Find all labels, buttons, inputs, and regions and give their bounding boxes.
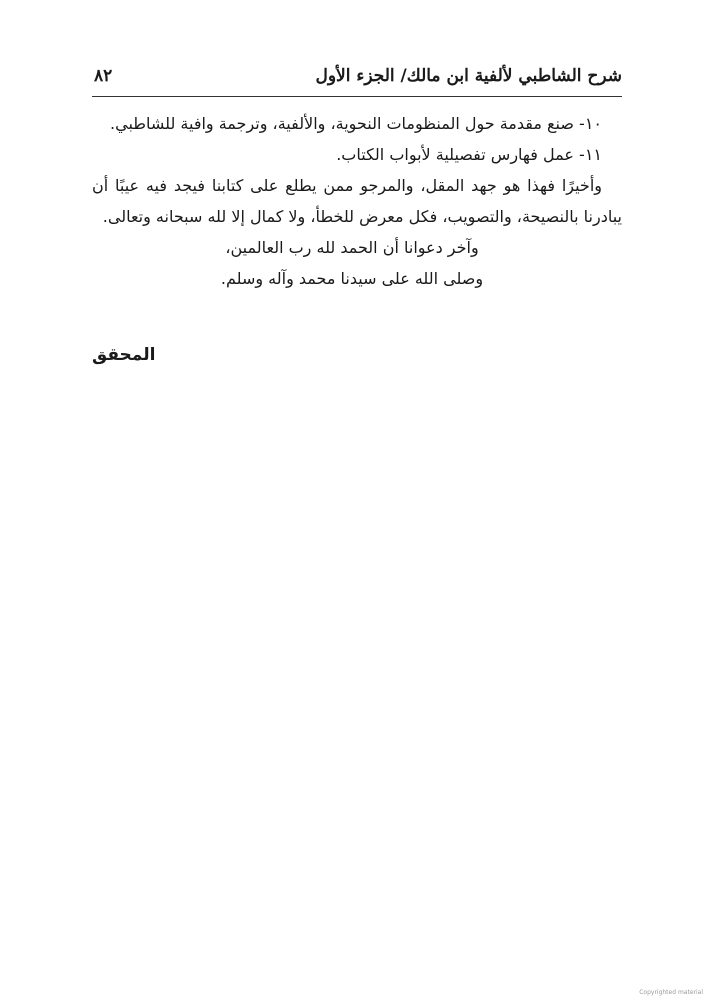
- main-text: [92, 108, 622, 294]
- header-title: شرح الشاطبي لألفية ابن مالك/ الجزء الأول: [315, 66, 622, 86]
- list-item: ١٠- صنع مقدمة حول المنظومات النحوية، والألفية، وترجمة وافية للشاطبي.: [110, 114, 602, 133]
- page-number: ٨٢: [94, 66, 113, 86]
- list-item: ١١- عمل فهارس تفصيلية لأبواب الكتاب.: [336, 145, 602, 164]
- copyright-note: Copyrighted material: [639, 989, 703, 996]
- closing-line: وصلى الله على سيدنا محمد وآله وسلم.: [220, 269, 484, 288]
- running-header: [92, 62, 622, 97]
- closing-paragraph: وأخيرًا فهذا هو جهد المقل، والمرجو ممن يطلع على كتابنا فيجد فيه عيبًا أن يبادرنا بالنصيحة، والتصويب، فكل معرض للخطأ، ولا كمال إلا لله سبحانه وتعالى.: [92, 176, 622, 226]
- closing-line: وآخر دعوانا أن الحمد لله رب العالمين،: [225, 238, 479, 257]
- editor-signature: المحقق: [92, 345, 156, 365]
